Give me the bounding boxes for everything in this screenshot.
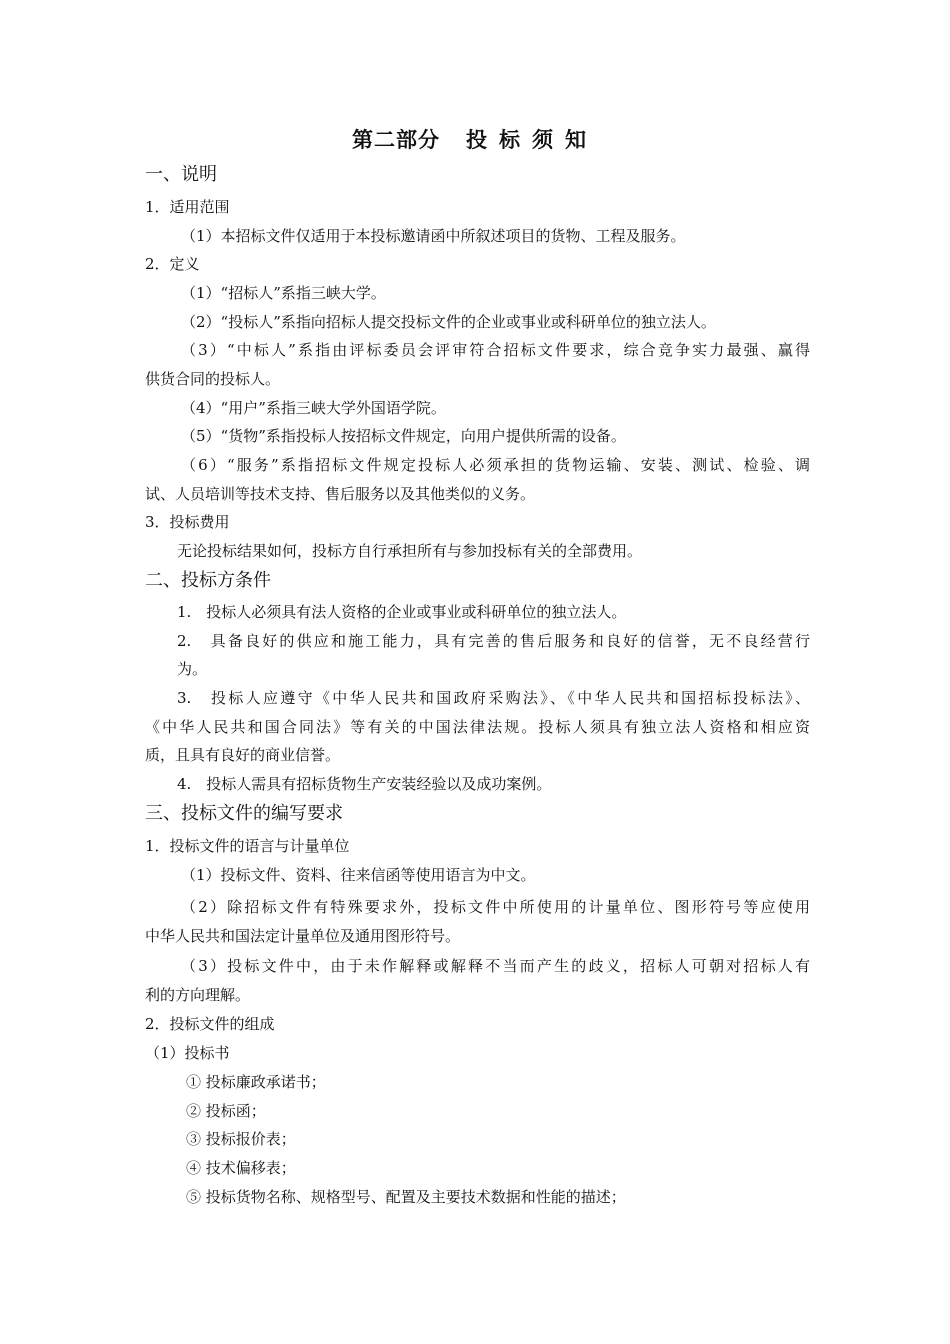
paragraph-line: （4）“用户”系指三峡大学外国语学院。 — [181, 399, 446, 417]
title-heading: 投标须知 — [466, 128, 598, 152]
paragraph-line: （6）“服务”系指招标文件规定投标人必须承担的货物运输、安装、测试、检验、调 — [181, 456, 810, 474]
paragraph-line: （1）投标文件、资料、往来信函等使用语言为中文。 — [181, 866, 536, 884]
paragraph-line: 试、人员培训等技术支持、售后服务以及其他类似的义务。 — [145, 485, 536, 503]
paragraph-line: （1）“招标人”系指三峡大学。 — [181, 284, 386, 302]
paragraph-line: （2）除招标文件有特殊要求外，投标文件中所使用的计量单位、图形符号等应使用 — [181, 898, 810, 916]
page-title — [0, 124, 950, 154]
section-heading-2: 二、投标方条件 — [145, 570, 271, 591]
paragraph-line: 3. 投标人应遵守《中华人民共和国政府采购法》、《中华人民共和国招标投标法》、 — [177, 689, 810, 707]
paragraph-line: 《中华人民共和国合同法》等有关的中国法律法规。投标人须具有独立法人资格和相应资 — [145, 718, 810, 736]
section-heading-3: 三、投标文件的编写要求 — [145, 803, 343, 824]
section-heading-1: 一、说明 — [145, 164, 217, 185]
paragraph-line: （5）“货物”系指投标人按招标文件规定，向用户提供所需的设备。 — [181, 427, 626, 445]
list-heading: （1）投标书 — [145, 1044, 230, 1062]
paragraph-line: 中华人民共和国法定计量单位及通用图形符号。 — [145, 927, 461, 945]
paragraph-line: 利的方向理解。 — [145, 986, 251, 1004]
list-item: ③ 投标报价表； — [186, 1130, 296, 1148]
paragraph-line: 4. 投标人需具有招标货物生产安装经验以及成功案例。 — [177, 775, 552, 793]
paragraph-line: 2. 具备良好的供应和施工能力，具有完善的售后服务和良好的信誉，无不良经营行 — [177, 632, 810, 650]
paragraph-line: 供货合同的投标人。 — [145, 370, 281, 388]
paragraph-line: （3）投标文件中，由于未作解释或解释不当而产生的歧义，招标人可朝对招标人有 — [181, 957, 810, 975]
paragraph-line: 无论投标结果如何，投标方自行承担所有与参加投标有关的全部费用。 — [177, 542, 643, 560]
paragraph-line: （1）本招标文件仅适用于本投标邀请函中所叙述项目的货物、工程及服务。 — [181, 227, 686, 245]
list-item: ② 投标函； — [186, 1102, 266, 1120]
list-item: ① 投标廉政承诺书； — [186, 1073, 326, 1091]
subsection-heading: 2．定义 — [145, 255, 200, 273]
subsection-heading: 2．投标文件的组成 — [145, 1015, 275, 1033]
subsection-heading: 3．投标费用 — [145, 513, 230, 531]
paragraph-line: （2）“投标人”系指向招标人提交投标文件的企业或事业或科研单位的独立法人。 — [181, 313, 716, 331]
subsection-heading: 1．投标文件的语言与计量单位 — [145, 837, 350, 855]
paragraph-line: （3）“中标人”系指由评标委员会评审符合招标文件要求，综合竞争实力最强、赢得 — [181, 341, 810, 359]
subsection-heading: 1．适用范围 — [145, 198, 230, 216]
paragraph-line: 1. 投标人必须具有法人资格的企业或事业或科研单位的独立法人。 — [177, 603, 627, 621]
list-item: ⑤ 投标货物名称、规格型号、配置及主要技术数据和性能的描述； — [186, 1188, 626, 1206]
paragraph-line: 质，且具有良好的商业信誉。 — [145, 746, 341, 764]
paragraph-line: 为。 — [177, 660, 208, 678]
list-item: ④ 技术偏移表； — [186, 1159, 296, 1177]
title-part: 第二部分 — [352, 128, 440, 152]
